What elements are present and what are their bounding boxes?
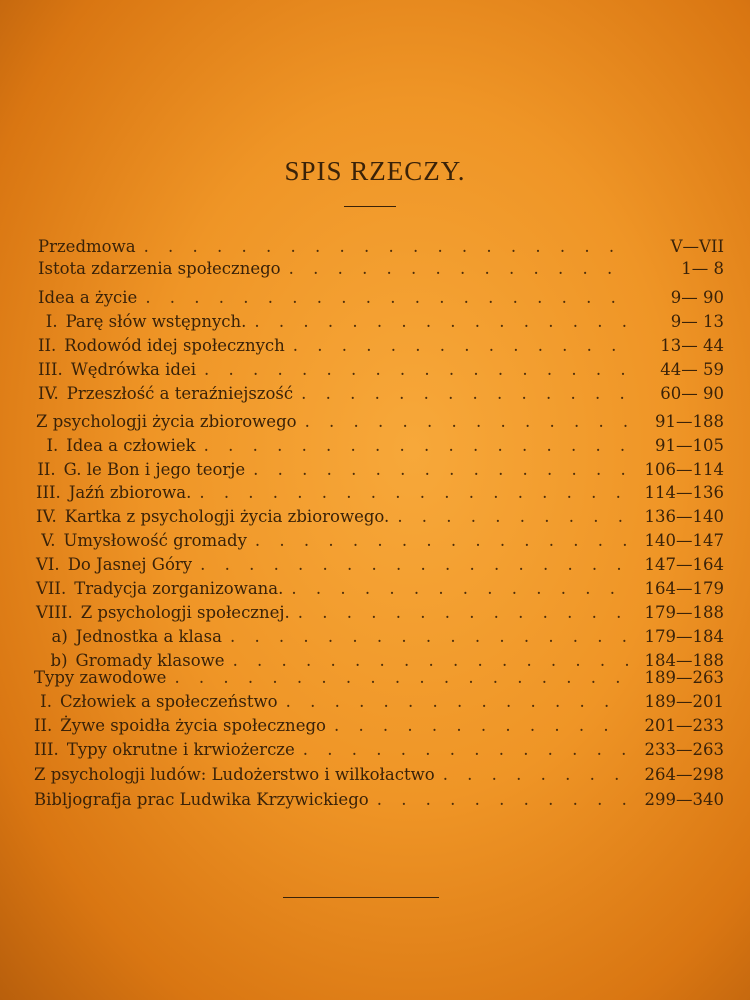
toc-entry-pages: 189—263 [644, 668, 724, 687]
toc-entry-label: Z psychologji życia zbiorowego [36, 412, 297, 431]
toc-entry [36, 412, 728, 434]
toc-entry [38, 384, 728, 406]
toc-entry-pages: 189—201 [644, 692, 724, 711]
toc-leader-dots [278, 692, 628, 711]
toc-entry [36, 531, 728, 553]
toc-entry-pages: 299—340 [644, 790, 724, 809]
toc-entry [36, 555, 728, 577]
toc-entry-label: Parę słów wstępnych. [65, 312, 247, 331]
toc-entry-pages: V—VII [670, 237, 724, 256]
toc-entry-label: Istota zdarzenia społecznego [38, 259, 281, 278]
toc-entry [36, 483, 728, 505]
toc-entry-pages: 91—105 [655, 436, 724, 455]
toc-leader-dots [281, 259, 628, 278]
toc-leader-dots [191, 483, 628, 502]
toc-entry-pages: 9— 13 [670, 312, 724, 331]
title-divider [344, 206, 396, 207]
toc-entry-label: Jaźń zbiorowa. [68, 483, 192, 502]
toc-entry-label: Typy zawodowe [34, 668, 167, 687]
toc-entry-label: Przedmowa [38, 237, 136, 256]
toc-entry-number: VIII. [36, 603, 73, 622]
toc-entry-label: Umysłowość gromady [63, 531, 247, 550]
toc-entry-label: Przeszłość a teraźniejszość [66, 384, 294, 403]
toc-entry [38, 312, 728, 334]
toc-entry-label: G. le Bon i jego teorje [63, 460, 246, 479]
toc-entry-pages: 9— 90 [670, 288, 724, 307]
toc-entry-pages: 1— 8 [681, 259, 724, 278]
toc-leader-dots [435, 765, 628, 784]
toc-entry-label: Bibljografja prac Ludwika Krzywickiego [34, 790, 369, 809]
toc-entry-pages: 13— 44 [660, 336, 724, 355]
toc-entry-label: Z psychologji społecznej. [80, 603, 290, 622]
toc-entry-number: II. [34, 716, 53, 735]
toc-leader-dots [192, 555, 628, 574]
toc-entry [36, 603, 728, 625]
toc-entry-label: Wędrówka idei [70, 360, 197, 379]
toc-entry-pages: 136—140 [644, 507, 724, 526]
toc-leader-dots [247, 531, 628, 550]
toc-entry-number: I. [46, 436, 59, 455]
toc-entry-pages: 140—147 [644, 531, 724, 550]
toc-entry-number: I. [40, 692, 52, 711]
toc-entry-label: Kartka z psychologji życia zbiorowego. [64, 507, 390, 526]
toc-entry [34, 790, 728, 812]
toc-entry-pages: 106—114 [644, 460, 724, 479]
toc-entry-number: II. [38, 336, 57, 355]
toc-entry-number: a) [51, 627, 68, 646]
toc-leader-dots [222, 627, 628, 646]
toc-entry-pages: 201—233 [644, 716, 724, 735]
footer-divider [283, 897, 439, 898]
toc-entry [34, 765, 728, 787]
toc-entry-number: VI. [36, 555, 60, 574]
toc-entry-label: Żywe spoidła życia społecznego [60, 716, 326, 735]
toc-entry [36, 507, 728, 529]
toc-leader-dots [389, 507, 628, 526]
toc-entry-number: b) [50, 651, 68, 670]
toc-entry [38, 237, 728, 259]
toc-leader-dots [369, 790, 628, 809]
toc-entry-pages: 91—188 [655, 412, 724, 431]
toc-leader-dots [295, 740, 628, 759]
toc-entry-label: Idea a życie [38, 288, 138, 307]
toc-entry [34, 668, 728, 690]
toc-entry-number: III. [34, 740, 59, 759]
toc-entry-pages: 147—164 [644, 555, 724, 574]
toc-entry [36, 436, 728, 458]
toc-entry-label: Człowiek a społeczeństwo [59, 692, 278, 711]
page-title: SPIS RZECZY. [284, 156, 466, 186]
toc-entry [36, 627, 728, 649]
toc-entry-pages: 264—298 [644, 765, 724, 784]
toc-leader-dots [245, 460, 628, 479]
toc-entry-label: Tradycja zorganizowana. [74, 579, 284, 598]
toc-entry [38, 259, 728, 281]
toc-entry-pages: 184—188 [644, 651, 724, 670]
toc-entry [38, 360, 728, 382]
toc-entry-pages: 164—179 [644, 579, 724, 598]
toc-leader-dots [293, 384, 628, 403]
toc-entry [38, 336, 728, 358]
toc-entry-label: Gromady klasowe [75, 651, 225, 670]
toc-entry [34, 692, 728, 714]
toc-leader-dots [297, 412, 628, 431]
toc-leader-dots [283, 579, 628, 598]
toc-entry [38, 288, 728, 310]
toc-leader-dots [166, 668, 628, 687]
toc-entry-pages: 114—136 [644, 483, 724, 502]
toc-leader-dots [136, 237, 628, 256]
toc-entry-label: Z psychologji ludów: Ludożerstwo i wilkołactwo [34, 765, 435, 784]
toc-entry-label: Rodowód idej społecznych [64, 336, 285, 355]
toc-entry [34, 716, 728, 738]
toc-entry-number: IV. [36, 507, 57, 526]
toc-leader-dots [137, 288, 628, 307]
toc-entry [36, 579, 728, 601]
toc-entry-number: III. [36, 483, 61, 502]
toc-entry [34, 740, 728, 762]
toc-leader-dots [285, 336, 628, 355]
toc-entry-label: Typy okrutne i krwiożercze [66, 740, 295, 759]
toc-entry-number: II. [37, 460, 56, 479]
toc-leader-dots [290, 603, 628, 622]
toc-entry-label: Idea a człowiek [66, 436, 196, 455]
toc-leader-dots [196, 436, 628, 455]
toc-leader-dots [196, 360, 628, 379]
toc-entry-pages: 60— 90 [660, 384, 724, 403]
toc-entry-pages: 44— 59 [660, 360, 724, 379]
toc-entry-label: Jednostka a klasa [75, 627, 222, 646]
toc-entry-number: V. [41, 531, 56, 550]
toc-entry-number: IV. [38, 384, 59, 403]
toc-entry-pages: 179—184 [644, 627, 724, 646]
toc-entry [36, 460, 728, 482]
toc-leader-dots [246, 312, 628, 331]
toc-entry-number: I. [45, 312, 58, 331]
toc-entry-number: VII. [36, 579, 67, 598]
toc-entry-label: Do Jasnej Góry [67, 555, 193, 574]
toc-entry-pages: 179—188 [644, 603, 724, 622]
toc-leader-dots [326, 716, 628, 735]
toc-entry-pages: 233—263 [644, 740, 724, 759]
toc-entry-number: III. [38, 360, 63, 379]
